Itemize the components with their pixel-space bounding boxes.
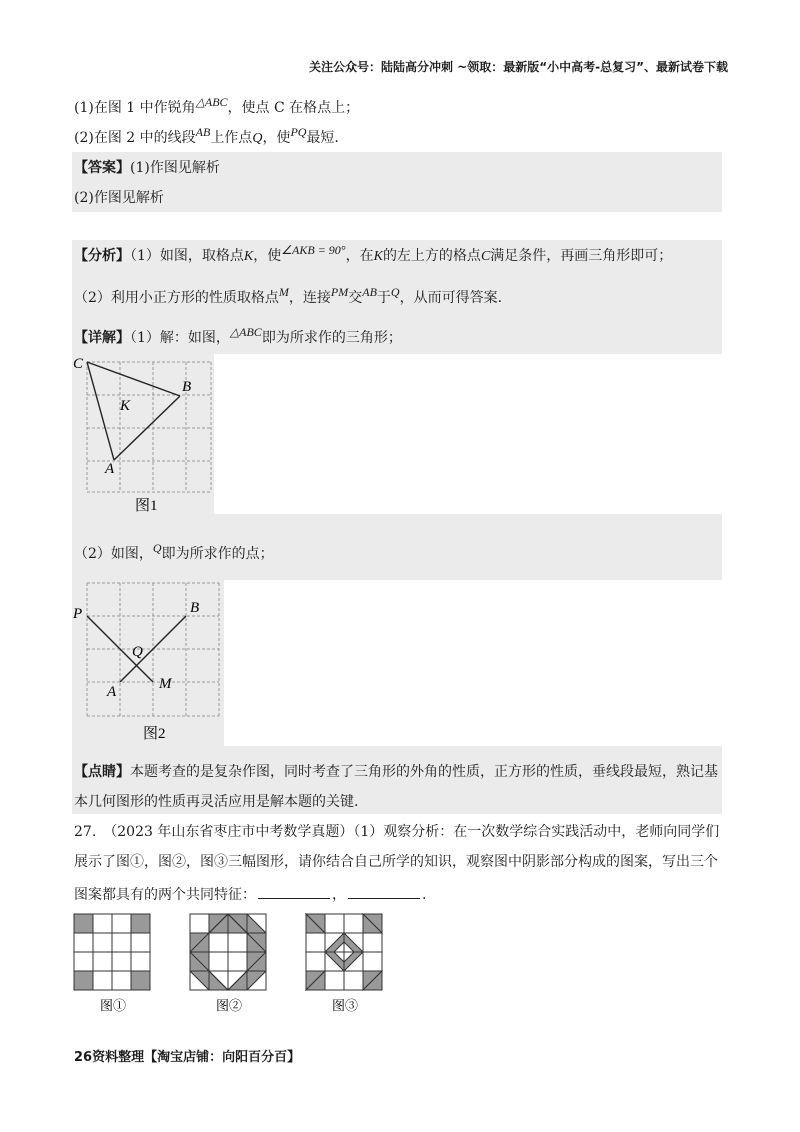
figure-1 <box>72 352 214 514</box>
answer-line2: (2)作图见解析 <box>74 190 164 206</box>
figure-2 <box>72 580 224 746</box>
header-note: 关注公众号：陆陆高分冲刺 ~领取：最新版“小中高考-总复习”、最新试卷下载 <box>309 60 728 74</box>
fig2-label-p: P <box>73 606 83 622</box>
detail-line1: 【详解】（1）解：如图，△ABC即为所求作的三角形； <box>74 325 402 346</box>
fig27-caption-1: 图① <box>100 998 127 1013</box>
q27-line3: 图案都具有的两个共同特征： ， . <box>74 884 426 905</box>
fig2-label-m: M <box>159 676 172 692</box>
fig1-caption: 图1 <box>135 498 158 514</box>
analysis-line2: （2）利用小正方形的性质取格点M，连接PM交AB于Q，从而可得答案. <box>74 285 503 306</box>
figure-27-3 <box>304 912 394 1018</box>
answer-blank-1[interactable] <box>258 884 330 899</box>
question-part2: (2)在图 2 中的线段AB上作点Q，使PQ最短. <box>74 125 339 146</box>
q27-line1: 27. （2023 年山东省枣庄市中考数学真题）（1）观察分析：在一次数学综合实践活动中，老师向同学们 <box>74 824 720 840</box>
detail-line2: （2）如图，Q即为所求作的点； <box>74 541 274 562</box>
fig1-label-c: C <box>73 356 84 372</box>
fig2-label-q: Q <box>132 644 143 660</box>
fig1-label-a: A <box>105 461 115 477</box>
fig2-label-a: A <box>107 684 117 700</box>
fig2-label-b: B <box>190 600 200 616</box>
question-part1: (1)在图 1 中作锐角△ABC，使点 C 在格点上； <box>74 95 360 116</box>
figure-27-2 <box>188 912 278 1018</box>
answer-line1: 【答案】(1)作图见解析 <box>74 160 220 176</box>
footer-text: 资料整理【淘宝店铺：向阳百分百】 <box>92 1050 301 1065</box>
fig1-label-b: B <box>182 379 192 395</box>
comment-line1: 【点睛】本题考查的是复杂作图，同时考查了三角形的外角的性质，正方形的性质，垂线段最短，熟记基 <box>74 764 718 780</box>
q27-line2: 展示了图①，图②，图③三幅图形，请你结合自己所学的知识，观察图中阴影部分构成的图案，写出三个 <box>74 854 718 870</box>
analysis-line1: 【分析】（1）如图，取格点K，使∠AKB = 90°，在K的左上方的格点C满足条件，再画三角形即可； <box>74 243 673 264</box>
fig1-label-k: K <box>120 398 131 414</box>
fig2-caption: 图2 <box>143 726 166 742</box>
comment-line2: 本几何图形的性质再灵活应用是解本题的关键. <box>74 794 359 810</box>
answer-blank-2[interactable] <box>348 884 420 899</box>
fig27-caption-2: 图② <box>216 998 243 1013</box>
fig27-caption-3: 图③ <box>332 998 359 1013</box>
figure-27-1 <box>72 912 162 1018</box>
page-number: 26 <box>74 1050 93 1065</box>
footer <box>74 1048 300 1068</box>
